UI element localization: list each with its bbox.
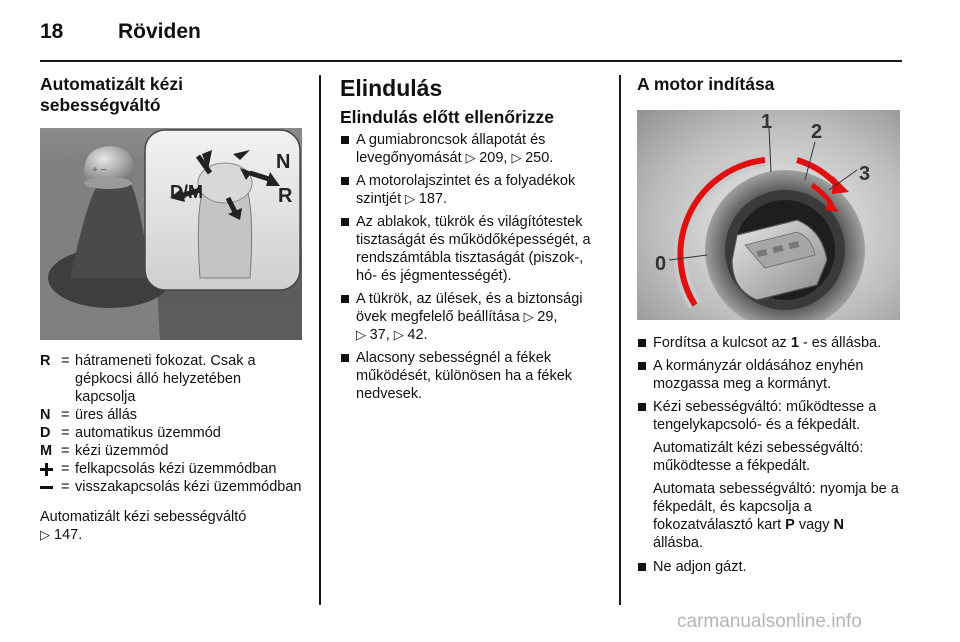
list-item: Ne adjon gázt. xyxy=(637,558,903,576)
automatic-note: Automata sebességváltó: nyomja be a fékpedált, és kapcsolja a fokozatválasztó kart P vagy N állásba. xyxy=(653,481,899,551)
departure-title: Elindulás xyxy=(340,75,443,101)
gear-lever-illustration xyxy=(40,128,302,340)
page-ref-link[interactable]: 250. xyxy=(525,150,554,166)
page-ref-link[interactable]: 147. xyxy=(54,527,83,543)
svg-text:+ −: + − xyxy=(92,165,107,176)
start-steps xyxy=(637,334,903,434)
minus-icon xyxy=(40,486,53,489)
page-ref-icon: ▷ xyxy=(511,150,526,165)
legend-row-plus: = felkapcsolás kézi üzemmódban xyxy=(40,460,304,478)
page-ref-link[interactable]: 42. xyxy=(407,327,428,343)
legend-row-m: M = kézi üzemmód xyxy=(40,443,169,459)
fig-label-dm: D/M xyxy=(170,182,203,202)
list-item: A tükrök, az ülések, és a biztonsági övek megfelelő beállítása ▷ 29, ▷ 37, ▷ 42. xyxy=(340,290,605,344)
page-ref-icon: ▷ xyxy=(393,327,408,342)
list-item: Kézi sebességváltó: működtesse a tengelykapcsoló- és a fékpedált. xyxy=(637,398,903,434)
ignition-illustration xyxy=(637,110,900,320)
fig-label-1: 1 xyxy=(761,111,773,133)
list-item: A motorolajszintet és a folyadékok szintjét ▷ 187. xyxy=(340,172,605,208)
column-divider-2 xyxy=(619,75,621,605)
fig-label-r: R xyxy=(278,185,293,207)
page-ref-link[interactable]: 29, xyxy=(537,309,558,325)
legend-row-d: D = automatikus üzemmód xyxy=(40,425,221,441)
list-item: Alacsony sebességnél a fékek működését, különösen ha a fékek nedvesek. xyxy=(340,349,605,403)
legend-key-r: R xyxy=(40,353,51,369)
header-rule xyxy=(40,60,902,62)
page-ref-icon: ▷ xyxy=(405,191,419,206)
legend-key-n: N xyxy=(40,407,51,423)
gear-legend xyxy=(40,352,304,496)
checklist xyxy=(340,131,605,403)
fig-label-0: 0 xyxy=(655,253,667,275)
fig-label-2: 2 xyxy=(811,121,823,143)
page-ref-link[interactable]: 187. xyxy=(418,191,448,207)
column-engine-start xyxy=(637,74,903,581)
list-item: Az ablakok, tükrök és világítótestek tisztaságát és működőképességét, a rendszámtábla tisztaságát (piszok-, hó- és jégmentességét). xyxy=(340,213,605,285)
column-divider-1 xyxy=(319,75,321,605)
section-title: Röviden xyxy=(118,20,201,43)
ignition-figure xyxy=(637,110,900,320)
list-item: A kormányzár oldásához enyhén mozgassa meg a kormányt. xyxy=(637,357,903,393)
start-steps-final xyxy=(637,558,903,576)
gear-lever-figure xyxy=(40,128,302,340)
page-ref-link[interactable]: 37, xyxy=(369,327,394,343)
legend-key-d: D xyxy=(40,425,51,441)
plus-icon xyxy=(40,463,53,476)
departure-subtitle: Elindulás előtt ellenőrizze xyxy=(340,107,554,127)
list-item: A gumiabroncsok állapotát és levegőnyomását ▷ 209, ▷ 250. xyxy=(340,131,605,167)
automated-note: Automatizált kézi sebességváltó: működtesse a fékpedált. xyxy=(653,440,864,474)
fig-label-3: 3 xyxy=(859,163,871,185)
page-ref-icon: ▷ xyxy=(523,309,538,324)
watermark: carmanualsonline.info xyxy=(677,611,862,632)
legend-key-m: M xyxy=(40,443,53,459)
engine-start-heading: A motor indítása xyxy=(637,74,775,94)
legend-row-minus: = visszakapcsolás kézi üzemmódban xyxy=(40,478,304,496)
page-ref-icon: ▷ xyxy=(356,327,370,342)
page-ref-icon: ▷ xyxy=(465,150,480,165)
page-number: 18 xyxy=(40,20,64,43)
fig-label-n: N xyxy=(276,151,291,173)
legend-row-r: R = hátrameneti fokozat. Csak a gépkocsi álló helyzetében kapcsolja xyxy=(40,353,256,405)
transmission-heading: Automatizált kézi sebességváltó xyxy=(40,74,183,115)
legend-row-n: N = üres állás xyxy=(40,407,138,423)
column-transmission xyxy=(40,74,304,544)
list-item: Fordítsa a kulcsot az 1 - es állásba. xyxy=(637,334,903,352)
page-ref-icon: ▷ xyxy=(40,527,50,542)
column-departure xyxy=(340,74,605,408)
page-ref-link[interactable]: 209, xyxy=(479,150,512,166)
transmission-reference: Automatizált kézi sebességváltó ▷ 147. xyxy=(40,509,247,543)
